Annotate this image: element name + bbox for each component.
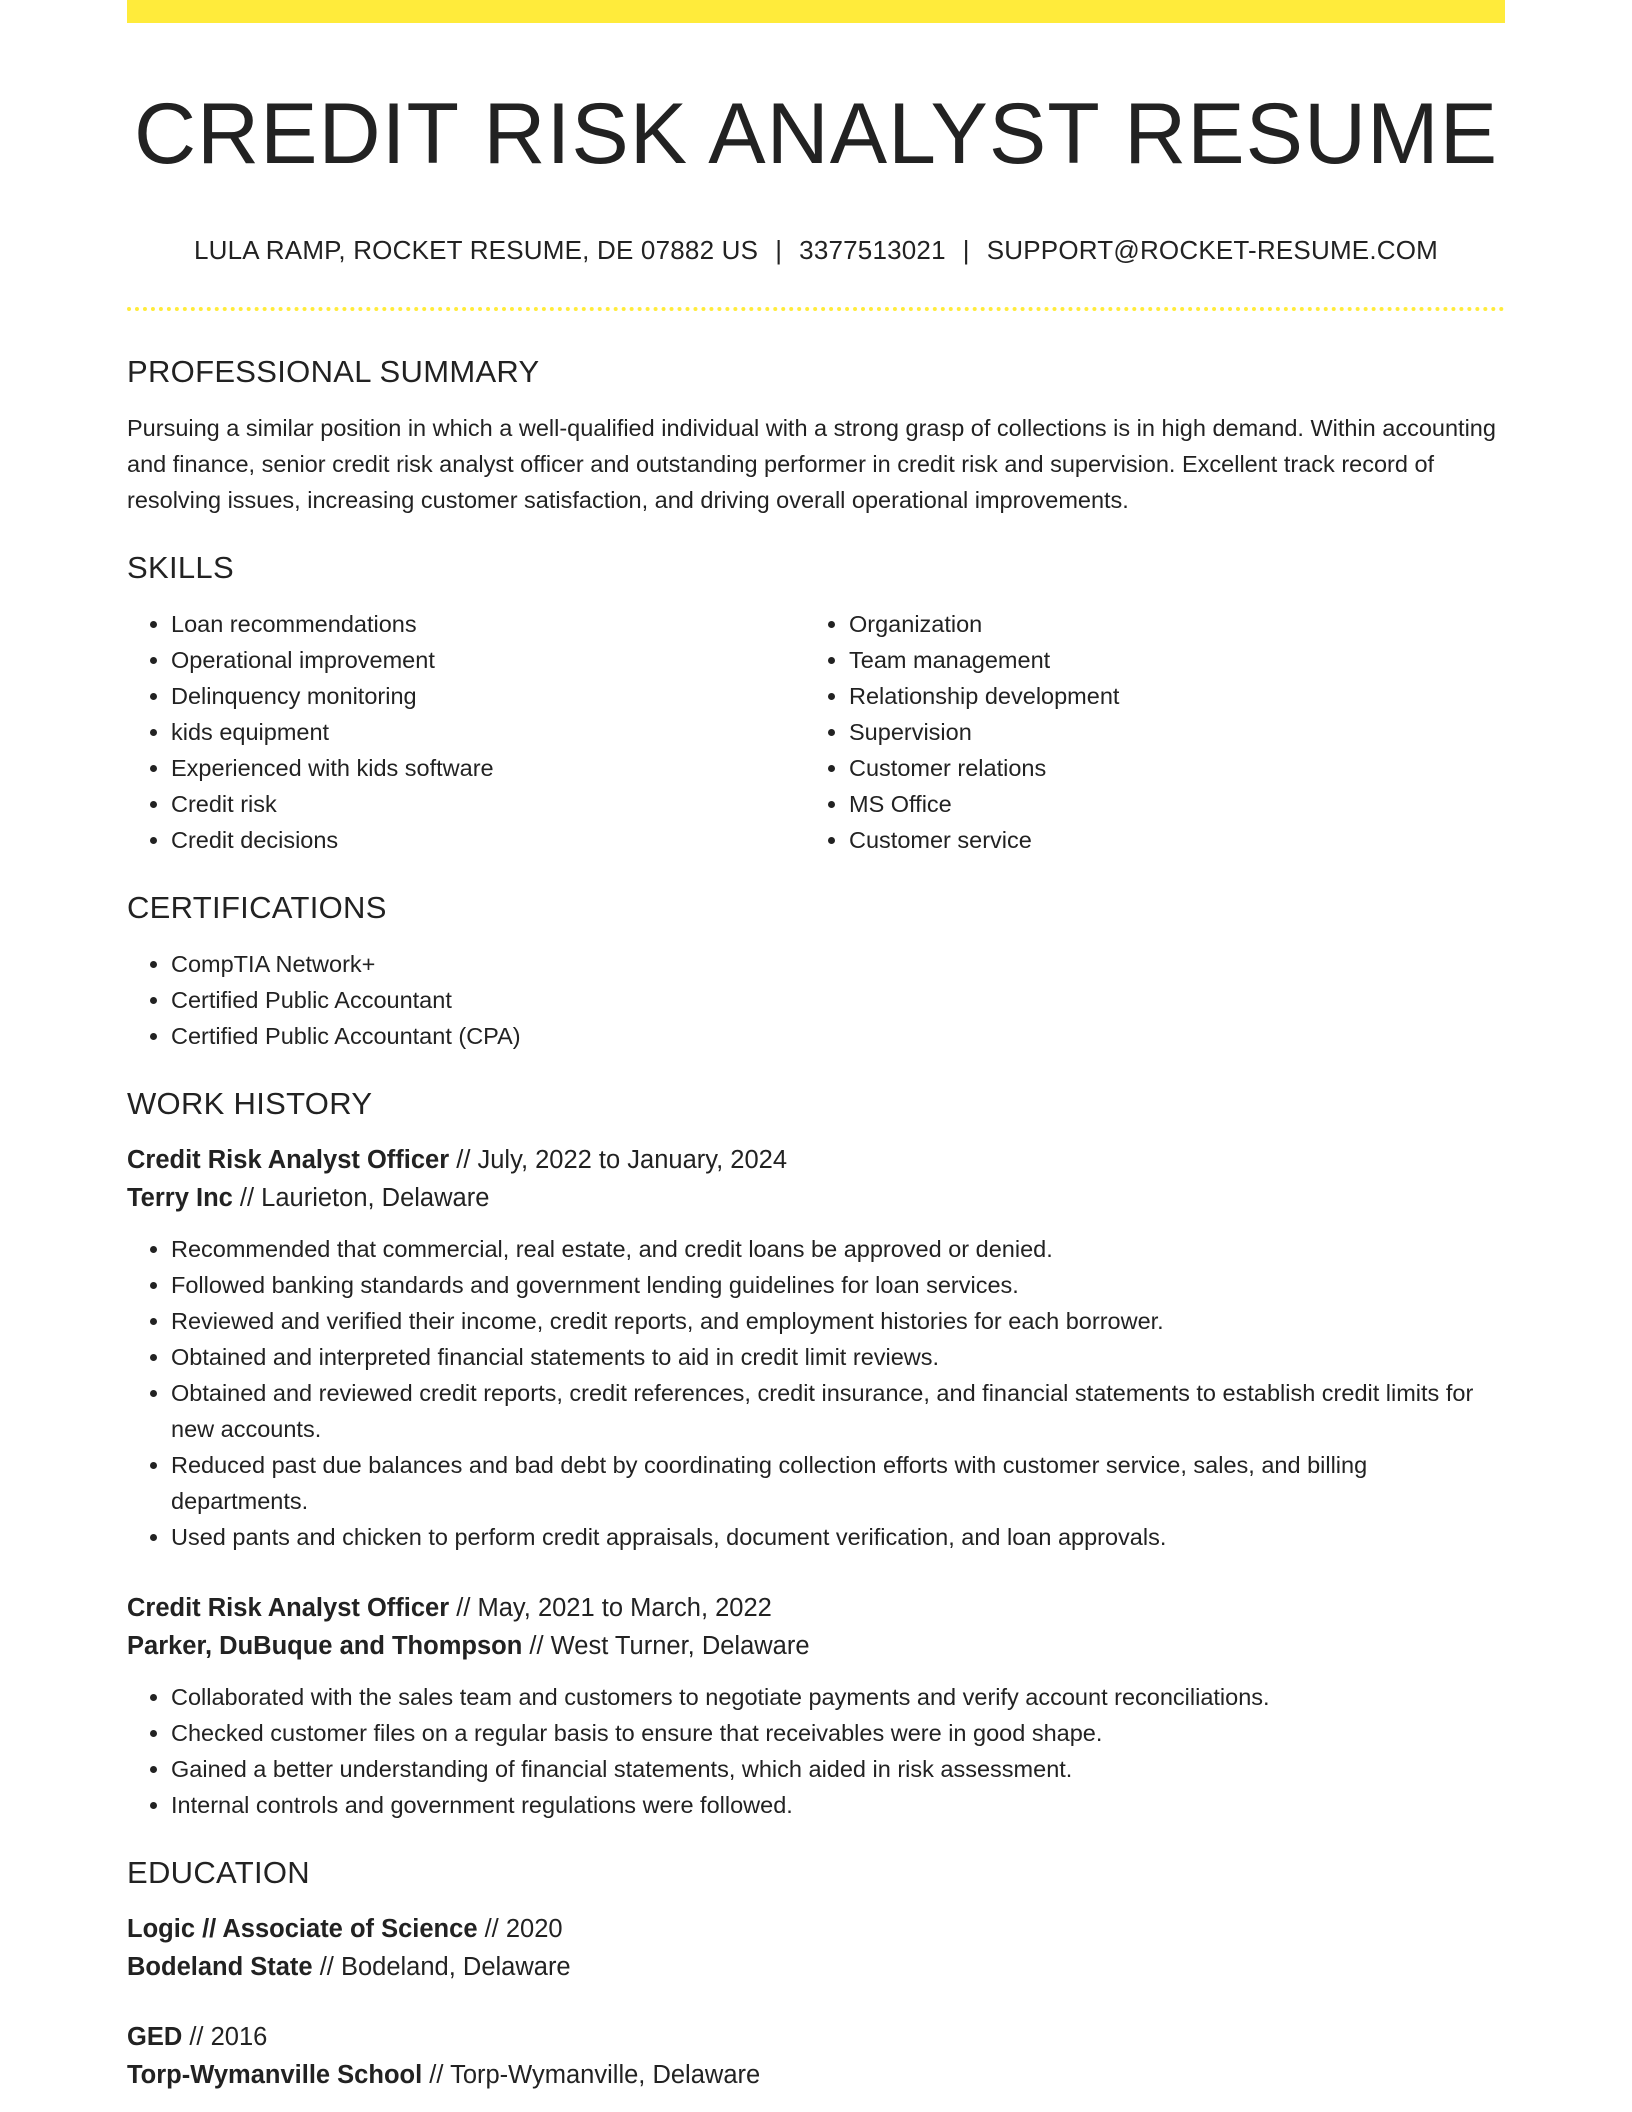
skill-item: • MS Office <box>849 786 1483 822</box>
job-bullets <box>127 1679 1505 1823</box>
education-degree-line <box>127 1910 1505 1948</box>
education-school-line <box>127 1948 1505 1986</box>
job-title-line <box>127 1141 1505 1179</box>
skill-item: • kids equipment <box>171 714 805 750</box>
education-location: // Bodeland, Delaware <box>312 1953 571 1981</box>
job-title: Credit Risk Analyst Officer <box>127 1146 450 1174</box>
job-company: Terry Inc <box>127 1184 233 1212</box>
education-year: // 2020 <box>477 1915 563 1943</box>
certification-item: • CompTIA Network+ <box>171 946 1505 982</box>
job-bullet: • Collaborated with the sales team and customers to negotiate payments and verify account reconciliations. <box>171 1679 1505 1715</box>
skills-left-column <box>127 606 805 858</box>
job-company-line <box>127 1179 1505 1217</box>
skill-item: • Operational improvement <box>171 642 805 678</box>
job-location: // West Turner, Delaware <box>522 1632 810 1660</box>
skills-list-left <box>127 606 805 858</box>
job-bullet: • Reduced past due balances and bad debt by coordinating collection efforts with customer service, sales, and billing departments. <box>171 1447 1505 1519</box>
job-entry <box>127 1589 1505 1823</box>
skill-item: • Customer service <box>849 822 1483 858</box>
education-year: // 2016 <box>182 2023 268 2051</box>
contact-phone: 3377513021 <box>799 235 946 265</box>
job-company: Parker, DuBuque and Thompson <box>127 1632 523 1660</box>
resume-title: CREDIT RISK ANALYST RESUME <box>133 86 1499 182</box>
certification-item: • Certified Public Accountant <box>171 982 1505 1018</box>
job-bullet: • Followed banking standards and government lending guidelines for loan services. <box>171 1267 1505 1303</box>
job-bullet: • Obtained and reviewed credit reports, credit references, credit insurance, and financial statements to establish credit limits for new accounts. <box>171 1375 1505 1447</box>
job-bullet: • Gained a better understanding of financial statements, which aided in risk assessment. <box>171 1751 1505 1787</box>
dotted-divider <box>127 307 1505 311</box>
summary-text: Pursuing a similar position in which a well-qualified individual with a strong grasp of collections is in high demand. Within accounting and finance, senior credit risk analyst officer and outstanding performer in credit risk and supervision. Excellent track record of resolving issues, increasing customer satisfaction, and driving overall operational improvements. <box>127 415 1496 513</box>
job-bullet: • Reviewed and verified their income, credit reports, and employment histories for each borrower. <box>171 1303 1505 1339</box>
skill-item: • Experienced with kids software <box>171 750 805 786</box>
education-school: Bodeland State <box>127 1953 313 1981</box>
skill-item: • Delinquency monitoring <box>171 678 805 714</box>
education-school-line <box>127 2056 1505 2094</box>
education-school: Torp-Wymanville School <box>127 2061 423 2089</box>
skill-item: • Customer relations <box>849 750 1483 786</box>
contact-line <box>127 234 1505 266</box>
contact-separator: | <box>962 235 970 265</box>
education-location: // Torp-Wymanville, Delaware <box>422 2061 761 2089</box>
skill-item: • Credit risk <box>171 786 805 822</box>
skill-item: • Relationship development <box>849 678 1483 714</box>
job-title-line <box>127 1589 1505 1627</box>
job-location: // Laurieton, Delaware <box>232 1184 490 1212</box>
job-dates: // May, 2021 to March, 2022 <box>449 1594 772 1622</box>
resume-page <box>127 0 1505 2094</box>
job-title: Credit Risk Analyst Officer <box>127 1594 450 1622</box>
accent-top-bar <box>127 0 1505 23</box>
job-bullet: • Checked customer files on a regular basis to ensure that receivables were in good shape. <box>171 1715 1505 1751</box>
job-bullet: • Used pants and chicken to perform credit appraisals, document verification, and loan approvals. <box>171 1519 1505 1555</box>
contact-address: LULA RAMP, ROCKET RESUME, DE 07882 US <box>193 235 759 265</box>
job-bullets <box>127 1231 1505 1555</box>
certification-item: • Certified Public Accountant (CPA) <box>171 1018 1505 1054</box>
skills-columns <box>127 606 1505 858</box>
skills-list-right <box>805 606 1483 858</box>
job-bullet: • Recommended that commercial, real estate, and credit loans be approved or denied. <box>171 1231 1505 1267</box>
certifications-list <box>127 946 1505 1054</box>
contact-separator: | <box>775 235 783 265</box>
education-degree-line <box>127 2018 1505 2056</box>
skill-item: • Team management <box>849 642 1483 678</box>
skill-item: • Loan recommendations <box>171 606 805 642</box>
skill-item: • Supervision <box>849 714 1483 750</box>
summary-heading: PROFESSIONAL SUMMARY <box>127 354 540 389</box>
skill-item: • Credit decisions <box>171 822 805 858</box>
work-history-heading: WORK HISTORY <box>127 1086 373 1121</box>
education-entry <box>127 2018 1505 2094</box>
job-dates: // July, 2022 to January, 2024 <box>449 1146 788 1174</box>
certifications-heading: CERTIFICATIONS <box>127 890 387 925</box>
education-degree: GED <box>127 2023 183 2051</box>
education-entry <box>127 1910 1505 1986</box>
skills-right-column <box>805 606 1483 858</box>
education-heading: EDUCATION <box>127 1855 310 1890</box>
job-company-line <box>127 1627 1505 1665</box>
skills-heading: SKILLS <box>127 550 234 585</box>
job-bullet: • Internal controls and government regulations were followed. <box>171 1787 1505 1823</box>
contact-email: SUPPORT@ROCKET-RESUME.COM <box>986 235 1439 265</box>
job-entry <box>127 1141 1505 1555</box>
education-degree: Logic // Associate of Science <box>127 1915 478 1943</box>
job-bullet: • Obtained and interpreted financial statements to aid in credit limit reviews. <box>171 1339 1505 1375</box>
skill-item: • Organization <box>849 606 1483 642</box>
